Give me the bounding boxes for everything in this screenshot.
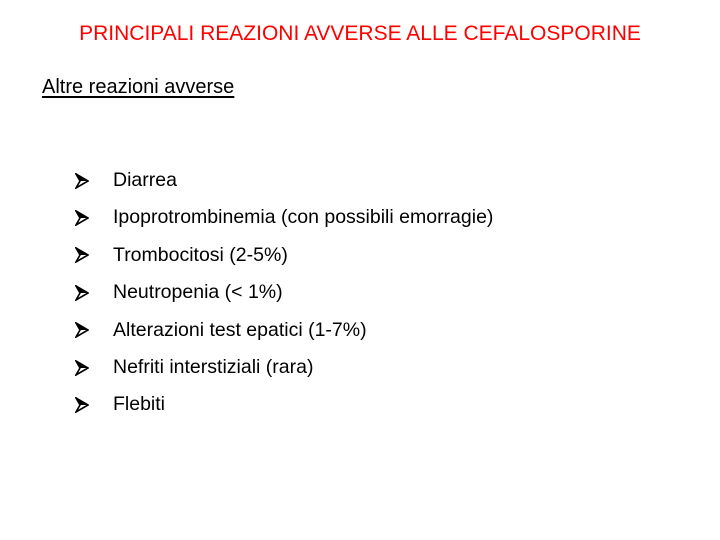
bullet-item (75, 312, 493, 349)
bullet-text: Flebiti (113, 393, 166, 416)
bullet-text: Nefriti interstiziali (rara) (113, 355, 314, 378)
arrowhead-bullet-icon (75, 247, 113, 263)
arrowhead-bullet-icon (75, 397, 113, 413)
arrowhead-bullet-icon (75, 173, 113, 189)
slide-subtitle: Altre reazioni avverse (42, 76, 235, 98)
bullet-text: Ipoprotrombinemia (con possibili emorragie) (113, 206, 494, 229)
slide-title: PRINCIPALI REAZIONI AVVERSE ALLE CEFALOSPORINE (79, 22, 641, 45)
arrowhead-bullet-icon (75, 210, 113, 226)
arrowhead-bullet-icon (75, 322, 113, 338)
bullet-item (75, 274, 493, 311)
bullet-item (75, 386, 493, 423)
bullet-item (75, 349, 493, 386)
bullet-text: Alterazioni test epatici (1-7%) (113, 318, 367, 341)
bullet-list (75, 162, 493, 424)
bullet-text: Neutropenia (< 1%) (113, 281, 283, 304)
bullet-item (75, 199, 493, 236)
bullet-text: Diarrea (113, 168, 177, 191)
bullet-item (75, 237, 493, 274)
arrowhead-bullet-icon (75, 360, 113, 376)
bullet-item (75, 162, 493, 199)
arrowhead-bullet-icon (75, 285, 113, 301)
bullet-text: Trombocitosi (2-5%) (113, 243, 288, 266)
